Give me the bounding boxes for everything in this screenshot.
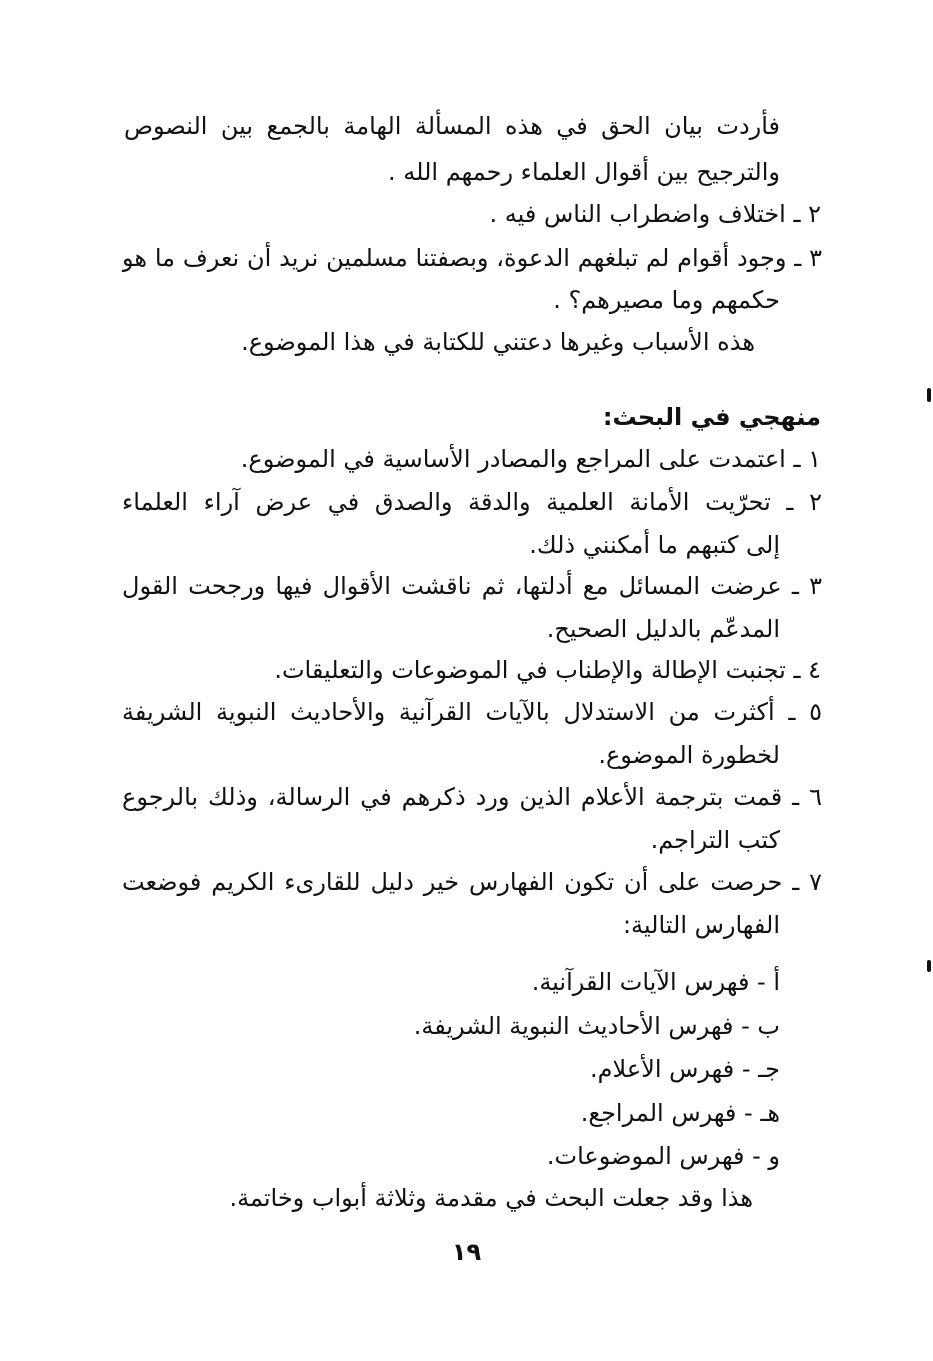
intro-line-2: والترجيح بين أقوال العلماء رحمهم الله . [388, 158, 780, 186]
index-item-5: و - فهرس الموضوعات. [546, 1142, 780, 1170]
reason-item-3-line-1: ٣ ـ وجود أقوام لم تبلغهم الدعوة، وبصفتنا مسلمين نريد أن نعرف ما هو [122, 244, 822, 272]
method-item-4: ٤ ـ تجنبت الإطالة والإطناب في الموضوعات والتعليقات. [274, 656, 821, 684]
scan-mark-top [927, 388, 931, 402]
method-item-7-line-1: ٧ ـ حرصت على أن تكون الفهارس خير دليل للقارىء الكريم فوضعت [122, 868, 822, 896]
reasons-summary: هذه الأسباب وغيرها دعتني للكتابة في هذا الموضوع. [241, 328, 755, 356]
method-item-6-line-1: ٦ ـ قمت بترجمة الأعلام الذين ورد ذكرهم في الرسالة، وذلك بالرجوع [122, 783, 822, 811]
method-item-2-line-2: إلى كتبهم ما أمكنني ذلك. [529, 531, 780, 559]
method-heading: منهجي في البحث: [602, 403, 821, 431]
index-item-1: أ - فهرس الآيات القرآنية. [531, 968, 780, 996]
method-item-1: ١ ـ اعتمدت على المراجع والمصادر الأساسية في الموضوع. [240, 445, 821, 473]
method-item-3-line-2: المدعّم بالدليل الصحيح. [546, 615, 780, 643]
method-item-5-line-2: لخطورة الموضوع. [598, 741, 780, 769]
reason-item-2: ٢ ـ اختلاف واضطراب الناس فيه . [489, 200, 821, 228]
index-item-2: ب - فهرس الأحاديث النبوية الشريفة. [413, 1012, 780, 1040]
reason-item-3-line-2: حكمهم وما مصيرهم؟ . [553, 286, 780, 314]
method-item-2-line-1: ٢ ـ تحرّيت الأمانة العلمية والدقة والصدق في عرض آراء العلماء [122, 488, 822, 516]
scan-mark-bottom [927, 960, 931, 972]
method-item-7-line-2: الفهارس التالية: [622, 911, 780, 939]
index-item-4: هـ - فهرس المراجع. [580, 1099, 780, 1127]
index-item-3: جـ - فهرس الأعلام. [590, 1055, 780, 1083]
closing-line: هذا وقد جعلت البحث في مقدمة وثلاثة أبواب وخاتمة. [229, 1184, 753, 1212]
method-item-6-line-2: كتب التراجم. [650, 826, 780, 854]
method-item-5-line-1: ٥ ـ أكثرت من الاستدلال بالآيات القرآنية والأحاديث النبوية الشريفة [122, 698, 822, 726]
page-number: ١٩ [451, 1238, 482, 1266]
method-item-3-line-1: ٣ ـ عرضت المسائل مع أدلتها، ثم ناقشت الأقوال فيها ورجحت القول [122, 572, 822, 600]
intro-line-1: فأردت بيان الحق في هذه المسألة الهامة بالجمع بين النصوص [124, 112, 780, 140]
